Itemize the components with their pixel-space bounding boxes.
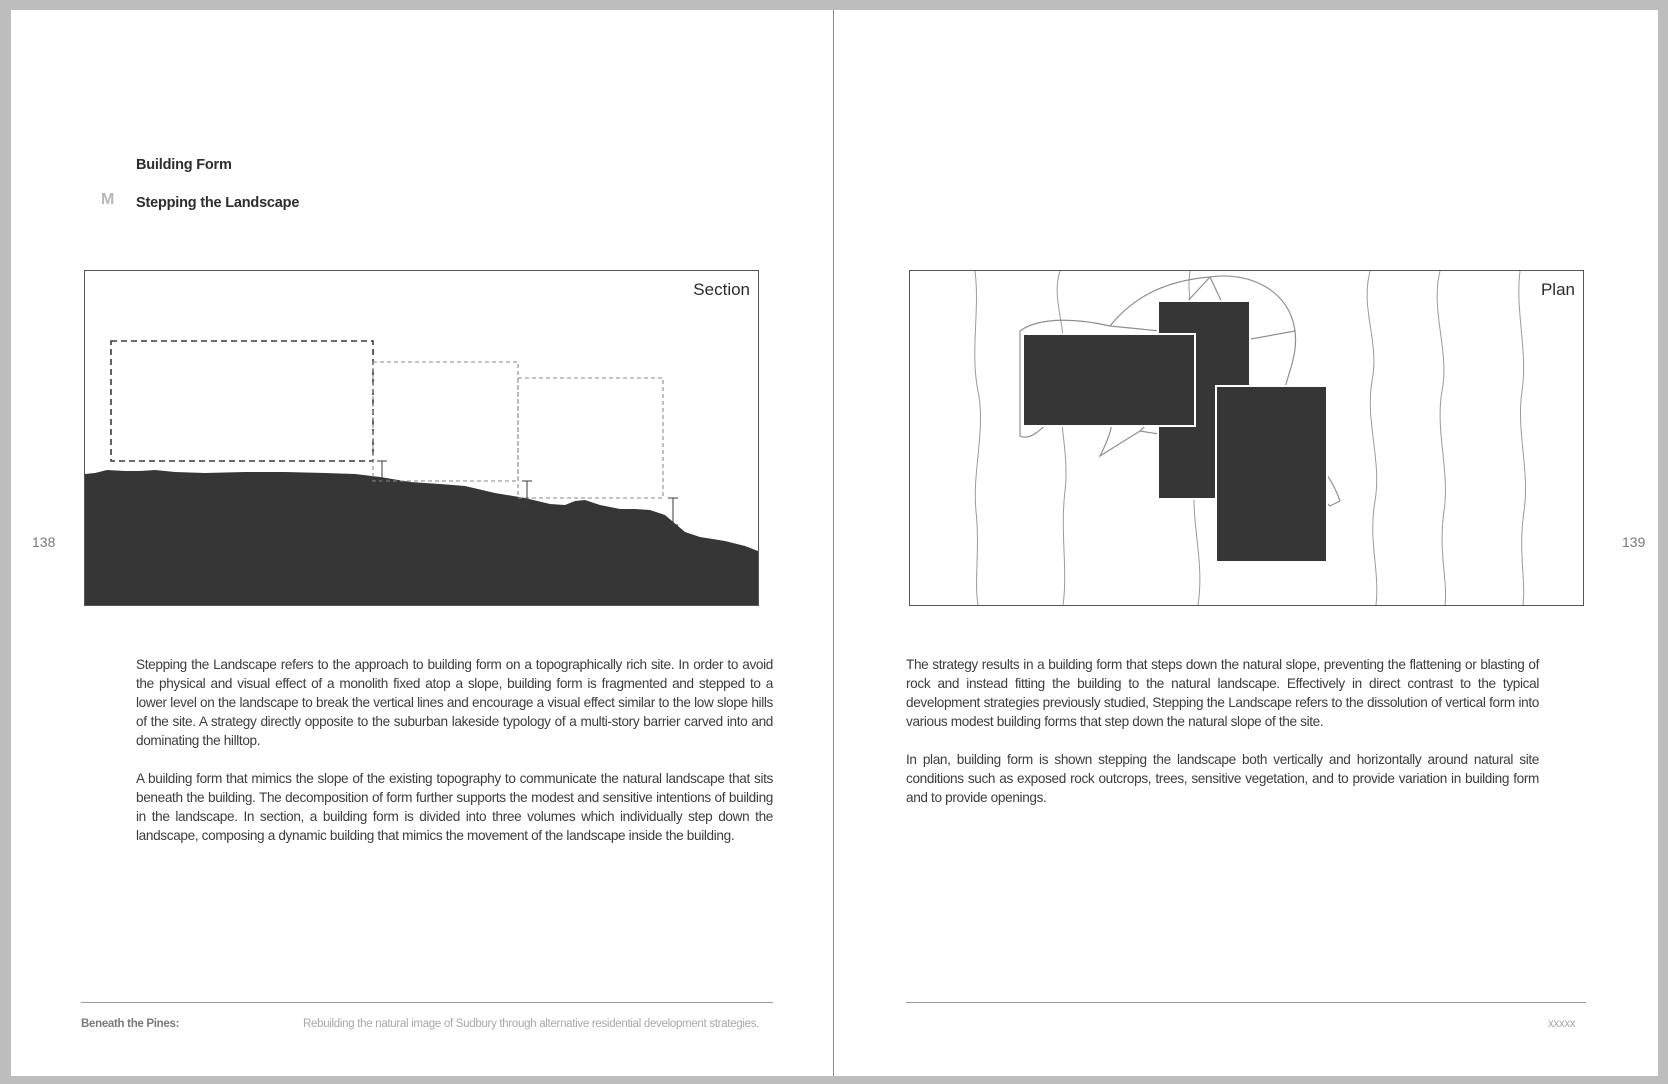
plan-figure-label: Plan (1540, 280, 1575, 299)
footer-rule-left (81, 1002, 773, 1003)
section-figure (84, 270, 759, 606)
page-number-right: 139 (1622, 534, 1646, 550)
section-figure-label: Section (693, 280, 750, 299)
plan-figure (909, 270, 1584, 606)
page-number-left: 138 (32, 534, 56, 550)
building-volume-1-overlap (1023, 334, 1195, 426)
left-paragraph-1: Stepping the Landscape refers to the approach to building form on a topographically rich site. In order to avoid the physical and visual effect of a monolith fixed atop a slope, building form is fragmented and stepped to a lower level on the landscape to break the vertical lines and encourage a visual effect similar to the low slope hills of the site. A strategy directly opposite to the suburban lakeside typology of a multi-story barrier carved into and dominating the hilltop. (136, 657, 773, 748)
book-spread (11, 10, 1658, 1076)
chapter-marker: M (101, 191, 115, 208)
footer-rule-right (906, 1002, 1586, 1003)
left-page (11, 10, 833, 1076)
building-volume-3 (1216, 386, 1327, 562)
right-page (834, 10, 1658, 1076)
ground-section (85, 470, 758, 605)
right-paragraph-1: The strategy results in a building form that steps down the natural slope, preventing the flattening or blasting of rock and instead fitting the building to the natural landscape. Effectively in direct contrast to the typical development strategies previously studied, Stepping the Landscape refers to the dissolution of vertical form into various modest building forms that step down the natural slope of the site. (906, 657, 1539, 729)
section-drawing (85, 271, 758, 605)
left-paragraph-2: A building form that mimics the slope of the existing topography to communicate the natural landscape that sits beneath the building. The decomposition of form further supports the modest and sensitive intentions of building in the landscape. In section, a building form is divided into three volumes which individually step down the landscape, composing a dynamic building that mimics the movement of the landscape inside the building. (136, 771, 773, 843)
footer-title: Beneath the Pines: (81, 1018, 180, 1030)
volume-lower (518, 378, 663, 498)
left-body-text (136, 655, 773, 864)
right-body-text (906, 655, 1539, 826)
volume-middle (373, 362, 518, 481)
section-subheading: Stepping the Landscape (136, 195, 300, 211)
footer-subtitle: Rebuilding the natural image of Sudbury through alternative residential development strategies. (303, 1018, 760, 1030)
volume-upper (111, 341, 373, 461)
right-paragraph-2: In plan, building form is shown stepping the landscape both vertically and horizontally around natural site conditions such as exposed rock outcrops, trees, sensitive vegetation, and to provide variation in building form and to provide openings. (906, 752, 1539, 805)
plan-drawing (910, 271, 1583, 605)
footer-code: xxxxx (1548, 1018, 1576, 1030)
section-heading: Building Form (136, 157, 232, 173)
